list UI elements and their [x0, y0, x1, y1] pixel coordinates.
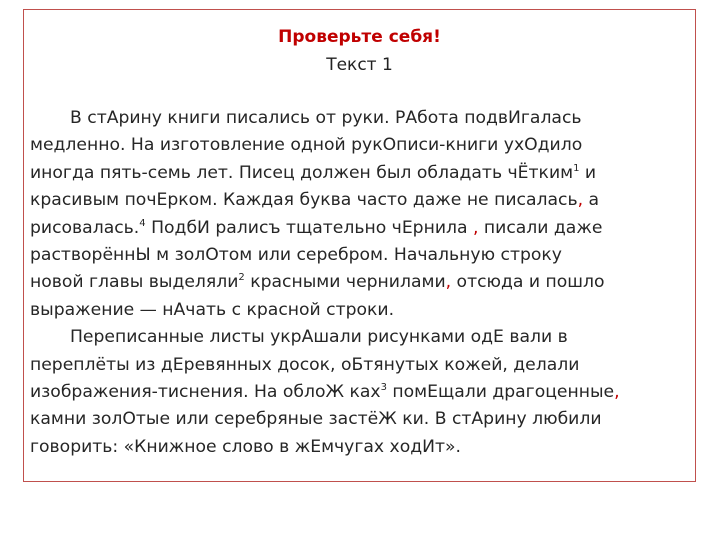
text-line: [30, 215, 691, 242]
text-span: камни золОтые или серебряные застёЖ ки. В стАрину любили: [30, 409, 602, 430]
text-span: новой главы выделяли: [30, 272, 239, 293]
text-span: а: [583, 190, 600, 211]
text-span: переплёты из дЕревянных досок, оБтянутых кожей, делали: [30, 354, 580, 375]
text-line: [30, 352, 691, 379]
highlighted-comma: ,: [577, 190, 584, 211]
text-line: [30, 434, 691, 461]
text-body: [30, 105, 691, 461]
text-span: помЕщали драгоценные: [386, 382, 615, 403]
highlighted-comma: ,: [614, 382, 620, 403]
text-span: отсюда и пошло: [451, 272, 605, 293]
text-span: писали даже: [478, 217, 603, 238]
text-span: выражение — нАчать с красной строки.: [30, 299, 395, 320]
text-frame: [23, 9, 696, 482]
text-line: [30, 297, 691, 324]
text-span: рисовалась.: [30, 217, 140, 238]
page-subtitle: Текст 1: [326, 55, 393, 75]
footnote-mark: 1: [573, 162, 580, 174]
text-span: говорить: «Книжное слово в жЕмчугах ходИт».: [30, 436, 461, 457]
text-span: красивым почЕрком. Каждая буква часто даже не писалась: [30, 190, 578, 211]
highlighted-comma: ,: [472, 217, 479, 238]
text-line: [30, 187, 691, 214]
text-line: [30, 132, 691, 159]
text-span: растворённЫ м золОтом или серебром. Начальную строку: [30, 245, 562, 266]
text-span: изображения-тиснения. На облоЖ ках: [30, 382, 381, 403]
text-line: [30, 269, 691, 296]
footnote-mark: 3: [380, 382, 387, 394]
text-span: ПодбИ ралисъ тщательно чЕрнила: [145, 217, 473, 238]
text-line: [30, 406, 691, 433]
text-span: Переписанные листы укрАшали рисунками одЕ вали в: [70, 327, 568, 348]
text-line: [30, 105, 691, 132]
text-line: [30, 160, 691, 187]
text-span: иногда пять-семь лет. Писец должен был обладать чЁтким: [30, 162, 574, 183]
text-line: [30, 242, 691, 269]
page-title: Проверьте себя!: [278, 27, 441, 47]
text-span: медленно. На изготовление одной рукОписи-книги ухОдило: [30, 135, 583, 156]
footnote-mark: 2: [238, 272, 245, 284]
footnote-mark: 4: [139, 217, 146, 229]
text-span: и: [579, 162, 597, 183]
text-line: [30, 379, 691, 406]
highlighted-comma: ,: [445, 272, 452, 293]
text-span: В стАрину книги писались от руки. РАбота подвИгалась: [70, 108, 582, 128]
text-line: [30, 324, 691, 351]
text-span: красными чернилами: [244, 272, 446, 293]
